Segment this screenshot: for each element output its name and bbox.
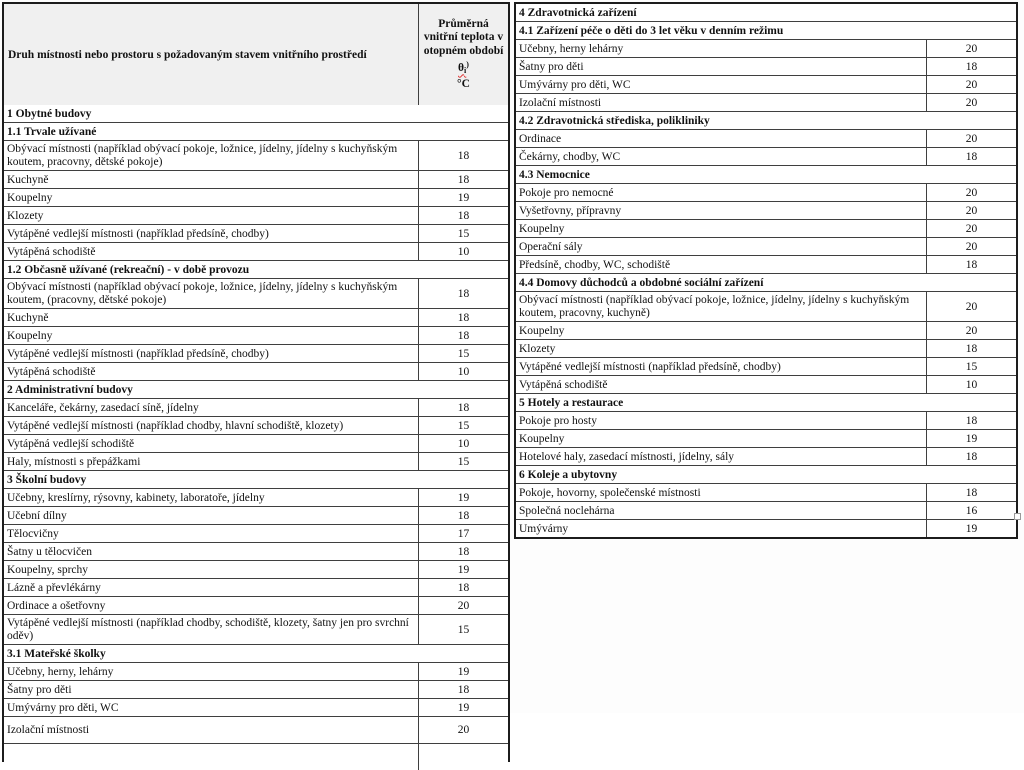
table-row (4, 278, 508, 308)
table-row (516, 183, 1016, 201)
temperature-cell: 20 (926, 40, 1016, 57)
room-type-cell: Hotelové haly, zasedací místnosti, jídelny, sály (519, 450, 735, 463)
temperature-cell: 10 (418, 435, 508, 452)
table-row (516, 519, 1016, 537)
table-row (516, 501, 1016, 519)
section-row (4, 380, 508, 398)
table-row (4, 488, 508, 506)
section-title: 1.1 Trvale užívané (7, 125, 97, 138)
temperature-cell: 19 (418, 489, 508, 506)
room-type-cell: Koupelny (519, 432, 565, 445)
temperature-cell: 19 (418, 663, 508, 680)
right-table-body (516, 4, 1016, 537)
temperature-cell: 17 (418, 525, 508, 542)
table-row (4, 614, 508, 644)
temperature-cell: 10 (926, 376, 1016, 393)
section-title: 1.2 Občasně užívané (rekreační) - v době provozu (7, 263, 250, 276)
temperature-cell: 10 (418, 363, 508, 380)
table-row (4, 344, 508, 362)
room-type-cell: Vytápěné vedlejší místnosti (například chodby, schodiště, klozety, šatny jen pro svrchní oděv) (7, 617, 409, 642)
table-row (4, 188, 508, 206)
room-type-cell: Umývárny pro děti, WC (519, 78, 631, 91)
table-row (516, 483, 1016, 501)
table-row (4, 578, 508, 596)
section-row (516, 21, 1016, 39)
table-row (516, 129, 1016, 147)
temperature-cell: 20 (926, 76, 1016, 93)
room-type-cell: Šatny u tělocvičen (7, 545, 92, 558)
section-row (4, 105, 508, 122)
table-row (4, 698, 508, 716)
temperature-table-right (514, 2, 1018, 539)
temperature-cell: 20 (418, 597, 508, 614)
room-type-cell: Kuchyně (7, 311, 49, 324)
table-row (4, 596, 508, 614)
section-row (4, 470, 508, 488)
table-row (4, 206, 508, 224)
room-type-cell: Vytápěné vedlejší místnosti (například předsíně, chodby) (7, 227, 269, 240)
section-row (516, 165, 1016, 183)
temperature-cell: 18 (926, 148, 1016, 165)
table-row (516, 447, 1016, 465)
table-row (516, 201, 1016, 219)
room-type-cell: Umývárny pro děti, WC (7, 701, 119, 714)
room-type-cell: Společná noclehárna (519, 504, 615, 517)
room-type-cell: Umývárny (519, 522, 569, 535)
room-type-cell: Tělocvičny (7, 527, 59, 540)
room-type-cell: Ordinace a ošetřovny (7, 599, 106, 612)
table-row (4, 362, 508, 380)
room-type-cell: Vyšetřovny, přípravny (519, 204, 622, 217)
table-row (516, 411, 1016, 429)
table-row (516, 219, 1016, 237)
room-type-cell: Předsíně, chodby, WC, schodiště (519, 258, 671, 271)
table-row (4, 452, 508, 470)
temperature-cell: 16 (926, 502, 1016, 519)
table-row (4, 542, 508, 560)
temperature-cell: 18 (926, 256, 1016, 273)
room-type-cell: Operační sály (519, 240, 583, 253)
table-row (516, 147, 1016, 165)
room-type-cell: Vytápěná schodiště (519, 378, 608, 391)
temperature-cell: 19 (418, 189, 508, 206)
room-type-cell: Pokoje pro hosty (519, 414, 597, 427)
room-type-cell: Ordinace (519, 132, 562, 145)
temperature-cell: 18 (926, 58, 1016, 75)
section-row (4, 122, 508, 140)
table-resize-handle[interactable] (1014, 513, 1021, 520)
temperature-cell: 18 (926, 412, 1016, 429)
temperature-cell: 19 (926, 520, 1016, 537)
table-row (516, 75, 1016, 93)
table-header-row (4, 4, 508, 105)
temperature-cell: 20 (926, 238, 1016, 255)
table-row (516, 339, 1016, 357)
table-row (516, 237, 1016, 255)
table-row (4, 716, 508, 743)
table-row (4, 398, 508, 416)
room-type-cell: Koupelny, sprchy (7, 563, 89, 576)
temperature-cell: 18 (418, 579, 508, 596)
room-type-cell: Izolační místnosti (519, 96, 602, 109)
section-title: 3.1 Mateřské školky (7, 647, 106, 660)
header-temperature (418, 4, 508, 105)
room-type-cell: Učebny, kreslírny, rýsovny, kabinety, laboratoře, jídelny (7, 491, 265, 504)
section-row (4, 260, 508, 278)
temperature-cell: 18 (926, 448, 1016, 465)
temperature-cell: 10 (418, 243, 508, 260)
table-row (4, 242, 508, 260)
section-row (4, 644, 508, 662)
section-title: 4.2 Zdravotnická střediska, polikliniky (519, 114, 710, 127)
temperature-cell: 15 (926, 358, 1016, 375)
room-type-cell: Koupelny (7, 329, 53, 342)
table-row (4, 434, 508, 452)
table-row (4, 560, 508, 578)
room-type-cell: Koupelny (7, 191, 53, 204)
temperature-cell (418, 744, 508, 770)
temperature-cell: 18 (418, 309, 508, 326)
temperature-cell: 18 (926, 340, 1016, 357)
room-type-cell: Haly, místnosti s přepážkami (7, 455, 141, 468)
temperature-cell: 20 (926, 220, 1016, 237)
room-type-cell: Učebny, herny, lehárny (7, 665, 114, 678)
room-type-cell: Klozety (7, 209, 44, 222)
temperature-cell: 20 (926, 322, 1016, 339)
table-row (4, 506, 508, 524)
temperature-cell: 20 (926, 94, 1016, 111)
temperature-cell: 18 (418, 279, 508, 308)
table-row (4, 224, 508, 242)
temperature-cell: 15 (418, 615, 508, 644)
temperature-cell: 19 (926, 430, 1016, 447)
temperature-cell: 18 (418, 327, 508, 344)
section-title: 2 Administrativní budovy (7, 383, 133, 396)
temperature-table-left (2, 2, 510, 762)
section-title: 4 Zdravotnická zařízení (519, 6, 637, 19)
room-type-cell: Izolační místnosti (7, 724, 90, 736)
room-type-cell: Vytápěná schodiště (7, 365, 96, 378)
temperature-cell: 15 (418, 345, 508, 362)
temperature-cell: 20 (926, 292, 1016, 321)
section-title: 4.1 Zařízení péče o děti do 3 let věku v denním režimu (519, 24, 784, 37)
temperature-cell: 20 (926, 130, 1016, 147)
room-type-cell: Obývací místnosti (například obývací pokoje, ložnice, jídelny, jídelny s kuchyňským koutem, (pracovny, dětské pokoje) (7, 281, 398, 306)
section-title: 4.4 Domovy důchodců a obdobné sociální zařízení (519, 276, 764, 289)
table-row (516, 321, 1016, 339)
celsius-unit: °C (457, 77, 470, 90)
section-row (516, 111, 1016, 129)
room-type-cell: Obývací místnosti (například obývací pokoje, ložnice, jídelny, jídelny s kuchyňským koutem, pracovny, dětské pokoje) (7, 143, 398, 168)
header-room-type: Druh místnosti nebo prostoru s požadovaným stavem vnitřního prostředí (8, 48, 367, 61)
temperature-cell: 15 (418, 453, 508, 470)
temperature-cell: 20 (926, 184, 1016, 201)
section-row (516, 273, 1016, 291)
temperature-cell: 20 (926, 202, 1016, 219)
table-row (4, 662, 508, 680)
room-type-cell: Pokoje pro nemocné (519, 186, 614, 199)
temperature-cell: 19 (418, 561, 508, 578)
table-row (516, 357, 1016, 375)
room-type-cell: Vytápěné vedlejší místnosti (například předsíně, chodby) (7, 347, 269, 360)
table-row (516, 291, 1016, 321)
table-row (516, 57, 1016, 75)
temperature-cell: 18 (418, 207, 508, 224)
temperature-cell: 19 (418, 699, 508, 716)
room-type-cell: Vytápěná schodiště (7, 245, 96, 258)
table-row (4, 326, 508, 344)
section-title: 4.3 Nemocnice (519, 168, 590, 181)
table-row (4, 170, 508, 188)
room-type-cell: Klozety (519, 342, 556, 355)
room-type-cell: Kuchyně (7, 173, 49, 186)
table-row (4, 743, 508, 770)
room-type-cell: Koupelny (519, 324, 565, 337)
room-type-cell (4, 744, 418, 770)
room-type-cell: Koupelny (519, 222, 565, 235)
left-table-body (4, 105, 508, 770)
temperature-cell: 18 (926, 484, 1016, 501)
room-type-cell: Lázně a převlékárny (7, 581, 101, 594)
section-row (516, 465, 1016, 483)
room-type-cell: Vytápěné vedlejší místnosti (například předsíně, chodby) (519, 360, 781, 373)
table-row (516, 93, 1016, 111)
section-title: 5 Hotely a restaurace (519, 396, 624, 409)
room-type-cell: Učebny, herny lehárny (519, 42, 624, 55)
room-type-cell: Šatny pro děti (7, 683, 72, 696)
table-row (516, 375, 1016, 393)
temperature-cell: 18 (418, 141, 508, 170)
temperature-cell: 18 (418, 543, 508, 560)
room-type-cell: Vytápěné vedlejší místnosti (například chodby, hlavní schodiště, klozety) (7, 419, 344, 432)
temperature-cell: 18 (418, 681, 508, 698)
section-title: 3 Školní budovy (7, 473, 87, 486)
table-row (516, 39, 1016, 57)
header-temperature-text: Průměrná vnitřní teplota v otopném období (423, 17, 504, 57)
room-type-cell: Kanceláře, čekárny, zasedací síně, jídelny (7, 401, 199, 414)
room-type-cell: Šatny pro děti (519, 60, 584, 73)
table-row (516, 429, 1016, 447)
section-row (516, 393, 1016, 411)
room-type-cell: Učební dílny (7, 509, 67, 522)
temperature-cell: 20 (418, 717, 508, 743)
temperature-cell: 18 (418, 399, 508, 416)
section-title: 6 Koleje a ubytovny (519, 468, 618, 481)
table-row (516, 255, 1016, 273)
temperature-cell: 18 (418, 507, 508, 524)
temperature-cell: 15 (418, 417, 508, 434)
room-type-cell: Čekárny, chodby, WC (519, 150, 621, 163)
room-type-cell: Obývací místnosti (například obývací pokoje, ložnice, jídelny, jídelny s kuchyňským koutem, pracovny, kuchyně) (519, 294, 910, 319)
table-row (4, 680, 508, 698)
table-row (4, 416, 508, 434)
table-row (4, 308, 508, 326)
table-row (4, 524, 508, 542)
temperature-cell: 18 (418, 171, 508, 188)
table-row (4, 140, 508, 170)
section-row (516, 4, 1016, 21)
room-type-cell: Vytápěná vedlejší schodiště (7, 437, 135, 450)
temperature-cell: 15 (418, 225, 508, 242)
room-type-cell: Pokoje, hovorny, společenské místnosti (519, 486, 701, 499)
theta-symbol: $\theta_i^)$ (458, 60, 469, 76)
section-title: 1 Obytné budovy (7, 107, 92, 120)
